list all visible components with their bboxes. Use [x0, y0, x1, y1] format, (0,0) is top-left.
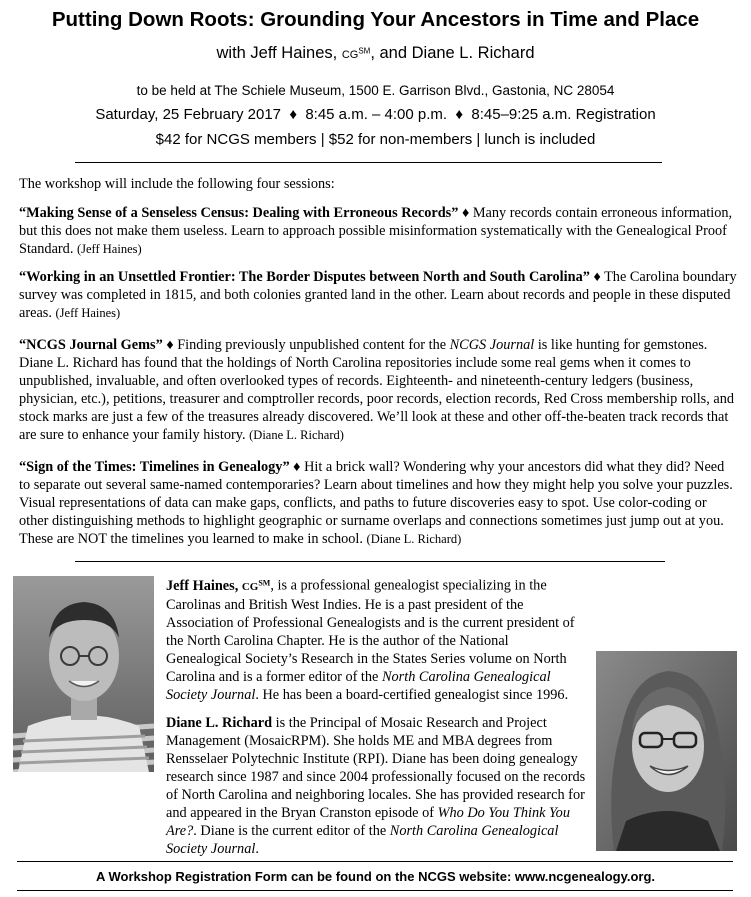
schedule-line: Saturday, 25 February 2017 ♦ 8:45 a.m. – 4:00 p.m. ♦ 8:45–9:25 a.m. Registration: [95, 106, 656, 123]
session-3-credit: (Diane L. Richard): [249, 428, 344, 442]
bio-diane-journal: North Carolina Genealogical Society Journal: [166, 823, 559, 857]
bio-jeff-journal: North Carolina Genealogical Society Journal: [166, 668, 551, 703]
session-3-description: is like hunting for gemstones. Diane L. Richard has found that the holdings of North Carolina repositories include some real gems when it comes to unpublished, invaluable, and often overlooked types of records. Eighteenth- and nineteenth-century ledgers (business, physician, etc.), petitions, treasurer and comptroller records, poor records, election records, Red Cross membership rolls, and stock marks are just a few of the treasures already discovered. We’ll look at these and other off-the-beaten track records that are sure to enhance your family history.: [19, 337, 735, 443]
presenters-prefix: with Jeff Haines,: [216, 44, 342, 62]
bio-jeff-name: Jeff Haines, CG℠: [166, 577, 271, 594]
presenters-line: [0, 44, 751, 63]
presenters-suffix: , and Diane L. Richard: [370, 44, 535, 62]
intro-text: The workshop will include the following four sessions:: [19, 176, 335, 192]
session-3: “NCGS Journal Gems” ♦ Finding previously unpublished content for the NCGS Journal is like hunting for gemstones. Diane L. Richard has found that the holdings of North Carolina repositories include some real gems when it comes to unpublished, invaluable, and often overlooked types of records. Eighteenth- and nineteenth-century ledgers (business, physician, etc.), petitions, treasurer and comptroller records, poor records, election records, Red Cross membership rolls, and stock marks are just a few of the treasures already discovered. We’ll look at these and other off-the-beaten track records that are sure to enhance your family history. (Diane L. Richard): [19, 337, 735, 443]
session-1: “Making Sense of a Senseless Census: Dealing with Erroneous Records” ♦ Many records contain erroneous information, but this does not make them useless. Learn to approach possible misinformation systematically with the Genealogical Proof Standard. (Jeff Haines): [19, 205, 733, 257]
session-1-description: Many records contain erroneous information, but this does not make them useless. Learn to approach possible misinformation systematically with the Genealogical Proof Standard.: [19, 205, 733, 257]
page-title: Putting Down Roots: Grounding Your Ancestors in Time and Place: [51, 8, 700, 31]
session-2-description: The Carolina boundary survey was completed in 1815, and both colonies granted land in the other. Learn about records and people in these disputed areas.: [19, 269, 737, 321]
footer-registration-note: A Workshop Registration Form can be found on the NCGS website: www.ncgenealogy.org.: [95, 869, 656, 884]
divider-footer-bottom: [17, 890, 733, 891]
bio-diane-name: Diane L. Richard: [166, 715, 273, 731]
session-4-credit: (Diane L. Richard): [366, 532, 462, 546]
photo-diane-richard: [596, 651, 737, 851]
session-2: “Working in an Unsettled Frontier: The Border Disputes between North and South Carolina” ♦ The Carolina boundary survey was completed in 1815, and both colonies granted land in the other. Learn about records and people in these disputed areas. (Jeff Haines): [19, 269, 737, 321]
session-4-title: “Sign of the Times: Timelines in Genealogy”: [19, 459, 290, 475]
session-2-credit: (Jeff Haines): [55, 306, 121, 320]
divider-top: [75, 162, 662, 163]
session-1-title: “Making Sense of a Senseless Census: Dealing with Erroneous Records”: [19, 205, 459, 221]
divider-footer-top: [17, 861, 733, 862]
bio-diane-show: Who Do You Think You Are?: [166, 805, 570, 839]
divider-middle: [75, 561, 665, 562]
session-2-title: “Working in an Unsettled Frontier: The Border Disputes between North and South Carolina”: [19, 269, 590, 285]
venue-line: to be held at The Schiele Museum, 1500 E. Garrison Blvd., Gastonia, NC 28054: [136, 83, 615, 98]
bio-jeff-haines: Jeff Haines, CG℠, is a professional genealogist specializing in the Carolinas and British West Indies. He is a past president of the Association of Professional Genealogists and is the current president of the North Carolina Chapter. He is the author of the National Genealogical Society’s Research in the States Series volume on North Carolina and is a former editor of the North Carolina Genealogical Society Journal. He has been a board-certified genealogist since 1996.: [166, 577, 575, 703]
session-4: “Sign of the Times: Timelines in Genealogy” ♦ Hit a brick wall? Wondering why your ancestors did what they did? Need to separate out several same-named contemporaries? Learn about timelines and how they might help you solve your puzzles. Visual representations of data can make gaps, conflicts, and paths to future discoveries easy to spot. Use color-coding or other distinguishing methods to highlight geographic or surname overlaps and connections sometimes just jump out at you. These are NOT the timelines you learned to make in school. (Diane L. Richard): [19, 459, 733, 547]
session-3-title: “NCGS Journal Gems”: [19, 337, 163, 353]
session-3-journal-name: NCGS Journal: [449, 337, 535, 353]
session-1-credit: (Jeff Haines): [76, 242, 142, 256]
bio-diane-richard: Diane L. Richard is the Principal of Mosaic Research and Project Management (MosaicRPM). She holds ME and MBA degrees from Rensselaer Polytechnic Institute (RPI). Diane has been doing genealogy research since 1987 and since 2004 professionally focused on the records of North Carolina and neighboring locales. She has provided research for and appeared in the Bryan Cranston episode of Who Do You Think You Are?. Diane is the current editor of the North Carolina Genealogical Society Journal.: [166, 715, 586, 857]
credential-cg: CG℠: [341, 46, 371, 61]
photo-jeff-haines: [13, 576, 154, 772]
prices-line: $42 for NCGS members | $52 for non-members | lunch is included: [155, 131, 596, 148]
session-4-description: Hit a brick wall? Wondering why your ancestors did what they did? Need to separate out several same-named contemporaries? Learn about timelines and how they might help you solve your puzzles. Visual representations of data can make gaps, conflicts, and paths to future discoveries easy to spot. Use color-coding or other distinguishing methods to highlight geographic or surname overlaps and connections sometimes just jump out at you. These are NOT the timelines you learned to make in school.: [19, 459, 733, 547]
